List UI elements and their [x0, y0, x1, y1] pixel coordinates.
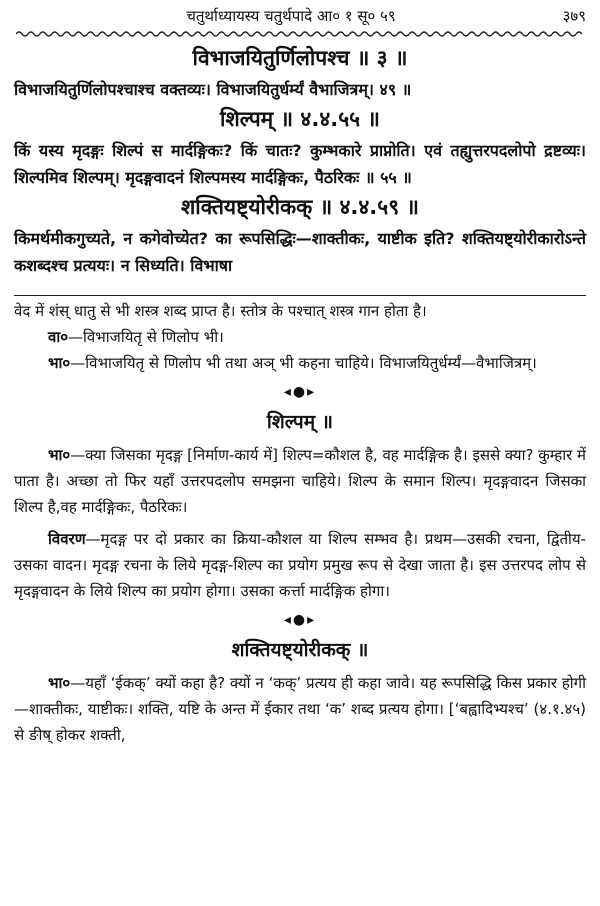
running-title: चतुर्थाध्यायस्य चतुर्थपादे आ० १ सू० ५९ [186, 7, 396, 25]
ornament-divider: ◂●▸ [283, 612, 317, 628]
hindi-paragraph-bhashya-2 [14, 442, 586, 520]
bhashya-text: —क्या जिसका मृदङ्ग [निर्माण-कार्य में] शिल्प=कौशल है, वह मार्दङ्गिक है। इससे क्या? कुम्हार में पाता है। अच्छा तो फिर यहाँ उत्तरपदलोप समझना चाहिये। शिल्प के समान शिल्प। मृदङ्गवादन जिसका शिल्प है,वह मार्दङ्गिकः, पैठरिकः। [14, 446, 586, 516]
hindi-paragraph-bhashya-3 [14, 670, 586, 748]
sanskrit-paragraph-vartika: विभाजयितुर्णिलोपश्चाश्च वक्तव्यः। विभाजयितुर्धर्म्यं वैभाजित्रम्। ४९ ॥ [14, 80, 412, 99]
hindi-paragraph-bhashya-1 [14, 350, 586, 376]
vartika-label: वा० [48, 328, 69, 346]
sanskrit-heading-shaktiyashti: शक्तियष्ट्योरीकक् ॥ ४.४.५९ ॥ [180, 195, 420, 219]
sanskrit-heading-shilpam: शिल्पम् ॥ ४.४.५५ ॥ [220, 107, 380, 131]
bhashya-label: भा० [48, 446, 71, 464]
section-divider [14, 295, 586, 296]
wavy-divider [16, 30, 584, 38]
bhashya-text: —विभाजयितृ से णिलोप भी तथा अञ् भी कहना चाहिये। विभाजयितुर्धर्म्यं—वैभाजित्रम्। [70, 354, 537, 372]
vivaran-label: विवरण [48, 530, 86, 548]
hindi-paragraph-vartika [14, 324, 586, 350]
hindi-paragraph-vivaran [14, 526, 586, 604]
sanskrit-paragraph-shilpam: किं यस्य मृदङ्गः शिल्पं स मार्दङ्गिकः? किं चातः? कुम्भकारे प्राप्नोति। एवं तह्युत्तरपदलोपो द्रष्टव्यः। शिल्पमिव शिल्पम्। मृदङ्गवादनं शिल्पमस्य मार्दङ्गिकः, पैठरिकः ॥ ५५ ॥ [14, 141, 586, 187]
bhashya-text: —यहाँ ‘ईकक्’ क्यों कहा है? क्यों न ‘कक्’ प्रत्यय ही कहा जावे। यह रूपसिद्धि किस प्रकार होगी—शाक्तीकः, याष्टीकः। शक्ति, यष्टि के अन्त में ईकार तथा ‘क’ शब्द प्रत्यय होगा। [‘बह्वादिभ्यश्च’ (४.१.४५) से ङीष् होकर शक्ती, [14, 674, 586, 744]
bhashya-label: भा० [48, 354, 71, 372]
page-header [14, 0, 586, 30]
sanskrit-heading-vibhajayitu: विभाजयितुर्णिलोपश्च ॥ ३ ॥ [192, 46, 408, 70]
hindi-heading-shaktiyashti: शक्तियष्ट्योरीकक् ॥ [231, 639, 369, 661]
sanskrit-paragraph-shaktiyashti: किमर्थमीकगुच्यते, न कगेवोच्येत? का रूपसिद्धिः—शाक्तीकः, याष्टीक इति? शक्तियष्ट्योरीकारोऽन्ते कशब्दश्च प्रत्ययः। न सिध्यति। विभाषा [14, 229, 586, 275]
bhashya-label: भा० [48, 674, 71, 692]
ornament-divider: ◂●▸ [283, 384, 317, 400]
page-number: ३७९ [562, 7, 586, 25]
vivaran-text: —मृदङ्ग पर दो प्रकार का क्रिया-कौशल या शिल्प सम्भव है। प्रथम—उसकी रचना, द्वितीय- उसका वादन। मृदङ्ग रचना के लिये मृदङ्ग-शिल्प का प्रयोग प्रमुख रूप से देखा जाता है। इस उत्तरपद लोप से मृदङ्गवादन के लिये शिल्प का प्रयोग होगा। उसका कर्त्ता मार्दङ्गिक होगा। [14, 530, 586, 600]
hindi-heading-shilpam: शिल्पम् ॥ [266, 411, 334, 433]
vartika-text: —विभाजयितृ से णिलोप भी। [68, 328, 224, 346]
hindi-paragraph-veda: वेद में शंस् धातु से भी शस्त्र शब्द प्राप्त है। स्तोत्र के पश्चात् शस्त्र गान होता है। [14, 302, 427, 320]
